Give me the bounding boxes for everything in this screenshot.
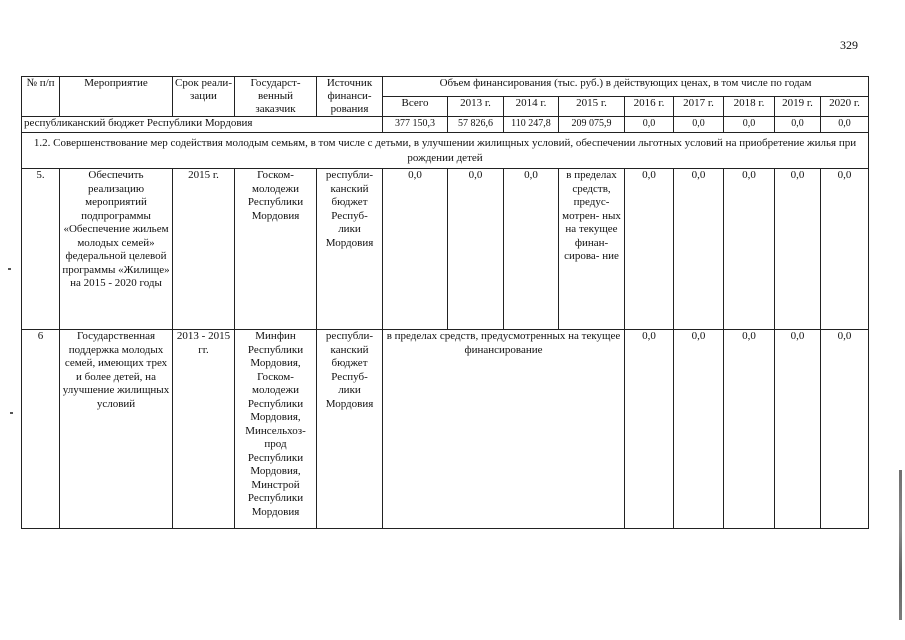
section-title: 1.2. Совершенствование мер содействия молодым семьям, в том числе с детьми, в улучшении жилищных условий, обеспечении льготных условий на приобретение жилья при рождении детей xyxy=(22,133,869,169)
funding-table xyxy=(21,76,869,529)
header-num: № п/п xyxy=(22,77,60,117)
row-event: Государственная поддержка молодых семей, имеющих трех и более детей, на улучшение жилищных условий xyxy=(60,330,173,529)
table-row xyxy=(22,330,869,529)
table-row xyxy=(22,169,869,330)
header-year-2020: 2020 г. xyxy=(821,97,869,117)
scan-edge-shadow xyxy=(899,470,902,620)
row-value: 0,0 xyxy=(625,169,674,330)
row-value: 0,0 xyxy=(383,169,448,330)
section-row xyxy=(22,133,869,169)
row-merged-note: в пределах средств, предусмотренных на текущее финансирование xyxy=(383,330,625,529)
header-year-2017: 2017 г. xyxy=(674,97,724,117)
header-funding-group: Объем финансирования (тыс. руб.) в действующих ценах, в том числе по годам xyxy=(383,77,869,97)
row-value: 0,0 xyxy=(775,330,821,529)
row-value: 0,0 xyxy=(724,330,775,529)
total-value: 0,0 xyxy=(821,117,869,133)
row-source: республи- канский бюджет Респуб- лики Мордовия xyxy=(317,169,383,330)
row-value: 0,0 xyxy=(625,330,674,529)
row-source: республи- канский бюджет Респуб- лики Мордовия xyxy=(317,330,383,529)
row-value: 0,0 xyxy=(821,169,869,330)
header-year-2019: 2019 г. xyxy=(775,97,821,117)
header-year-total: Всего xyxy=(383,97,448,117)
row-term: 2015 г. xyxy=(173,169,235,330)
total-value: 57 826,6 xyxy=(448,117,504,133)
row-number: 6 xyxy=(22,330,60,529)
row-value: 0,0 xyxy=(724,169,775,330)
row-customer: Минфин Республики Мордовия, Госком- молодежи Республики Мордовия, Минсельхоз- прод Республики Мордовия, Минстрой Республики Мордовия xyxy=(235,330,317,529)
header-year-2013: 2013 г. xyxy=(448,97,504,117)
total-value: 0,0 xyxy=(674,117,724,133)
total-value: 0,0 xyxy=(724,117,775,133)
header-row-top xyxy=(22,77,869,97)
total-value: 377 150,3 xyxy=(383,117,448,133)
scan-speck xyxy=(8,268,11,270)
row-event: Обеспечить реализацию мероприятий подпрограммы «Обеспечение жильем молодых семей» федеральной целевой программы «Жилище» на 2015 - 2020 годы xyxy=(60,169,173,330)
page-number: 329 xyxy=(840,38,858,52)
row-value: 0,0 xyxy=(821,330,869,529)
header-year-2018: 2018 г. xyxy=(724,97,775,117)
header-year-2016: 2016 г. xyxy=(625,97,674,117)
row-value: 0,0 xyxy=(674,330,724,529)
row-number: 5. xyxy=(22,169,60,330)
row-value: 0,0 xyxy=(448,169,504,330)
total-row xyxy=(22,117,869,133)
header-year-2015: 2015 г. xyxy=(559,97,625,117)
header-customer: Государст- венный заказчик xyxy=(235,77,317,117)
row-value: 0,0 xyxy=(674,169,724,330)
scan-speck xyxy=(10,412,13,414)
header-term: Срок реали- зации xyxy=(173,77,235,117)
header-source: Источник финанси- рования xyxy=(317,77,383,117)
total-row-label: республиканский бюджет Республики Мордовия xyxy=(22,117,383,133)
row-customer: Госком- молодежи Республики Мордовия xyxy=(235,169,317,330)
total-value: 0,0 xyxy=(775,117,821,133)
row-value: 0,0 xyxy=(775,169,821,330)
row-value-note: в пределах средств, предус- мотрен- ных на текущее финан- сирова- ние xyxy=(559,169,625,330)
total-value: 0,0 xyxy=(625,117,674,133)
header-year-2014: 2014 г. xyxy=(504,97,559,117)
header-event: Мероприятие xyxy=(60,77,173,117)
total-value: 209 075,9 xyxy=(559,117,625,133)
row-value: 0,0 xyxy=(504,169,559,330)
total-value: 110 247,8 xyxy=(504,117,559,133)
row-term: 2013 - 2015 гг. xyxy=(173,330,235,529)
